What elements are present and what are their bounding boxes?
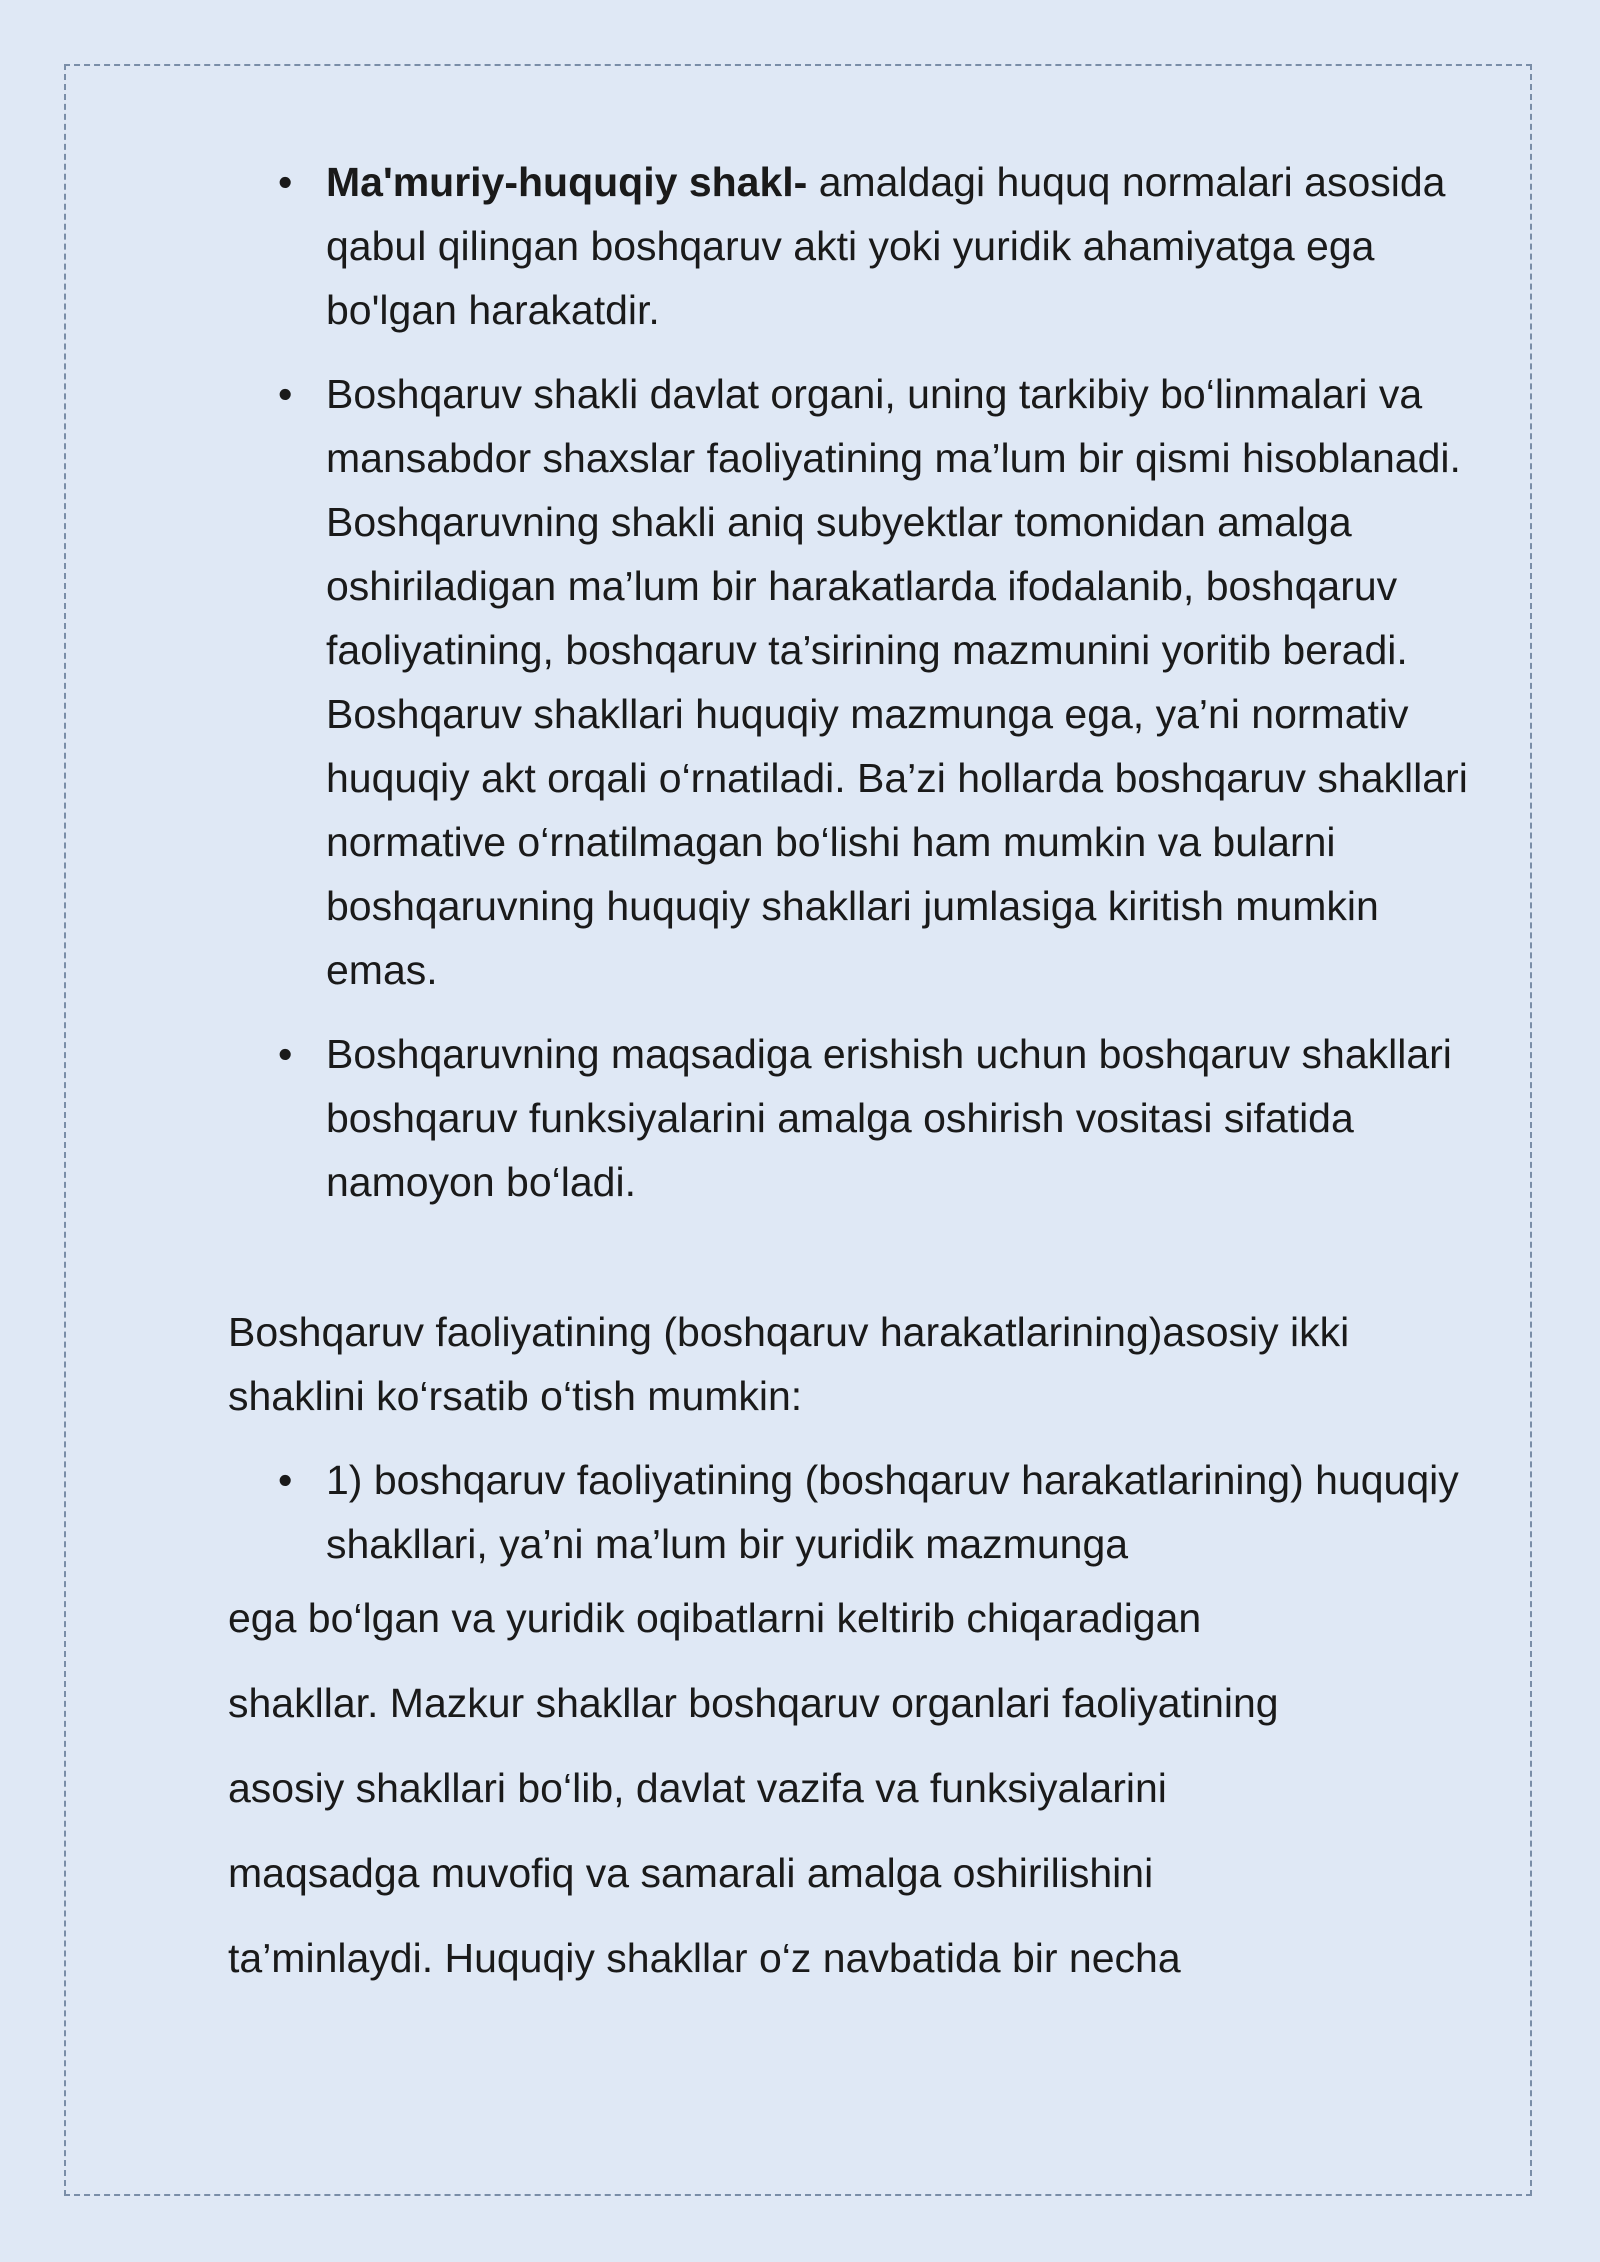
bullet-list [228,150,1478,1214]
list-item [228,1448,1478,1576]
list-item-text: Boshqaruv shakli davlat organi, uning tarkibiy bo‘linmalari va mansabdor shaxslar faoliyatining ma’lum bir qismi hisoblanadi. Boshqaruvning shakli aniq subyektlar tomonidan amalga oshiriladigan ma’lum bir harakatlarda ifodalanib, boshqaruv faoliyatining, boshqaruv ta’sirining mazmunini yoritib beradi. Boshqaruv shakllari huquqiy mazmunga ega, ya’ni normativ huquqiy akt orqali o‘rnatiladi. Ba’zi hollarda boshqaruv shakllari normative o‘rnatilmagan bo‘lishi ham mumkin va bularni boshqaruvning huquqiy shakllari jumlasiga kiritish mumkin emas. [326,371,1468,993]
list-item-text: 1) boshqaruv faoliyatining (boshqaruv harakatlarining) huquqiy shakllari, ya’ni ma’lum bir yuridik mazmunga [326,1457,1459,1567]
text-line: ta’minlaydi. Huquqiy shakllar o‘z navbatida bir necha [228,1935,1181,1981]
text-line: maqsadga muvofiq va samarali amalga oshirilishini [228,1850,1154,1896]
term-heading: Ma'muriy-huquqiy shakl- [326,159,808,205]
text-line: shakllar. Mazkur shakllar boshqaruv organlari faoliyatining [228,1680,1279,1726]
text-line: ega bo‘lgan va yuridik oqibatlarni keltirib chiqaradigan [228,1595,1202,1641]
text-line: asosiy shakllari bo‘lib, davlat vazifa va funksiyalarini [228,1765,1167,1811]
list-item [228,150,1478,342]
list-item-text: Boshqaruvning maqsadiga erishish uchun boshqaruv shakllari boshqaruv funksiyalarini amalga oshirish vositasi sifatida namoyon bo‘ladi. [326,1031,1452,1205]
bullet-icon: • [278,1457,293,1503]
document-body [228,150,1478,2001]
bullet-icon: • [278,371,293,417]
list-item [228,1022,1478,1214]
continuation-paragraph [228,1576,1478,2001]
numbered-bullet-list [228,1448,1478,1576]
intro-paragraph: Boshqaruv faoliyatining (boshqaruv harakatlarining)asosiy ikki shaklini ko‘rsatib o‘tish mumkin: [228,1309,1350,1419]
section-gap [228,1234,1478,1300]
bullet-icon: • [278,1031,293,1077]
list-item [228,362,1478,1002]
term-definition: amaldagi huquq normalari asosida qabul qilingan boshqaruv akti yoki yuridik ahamiyatga ega bo'lgan harakatdir. [326,159,1446,333]
bullet-icon: • [278,159,293,205]
